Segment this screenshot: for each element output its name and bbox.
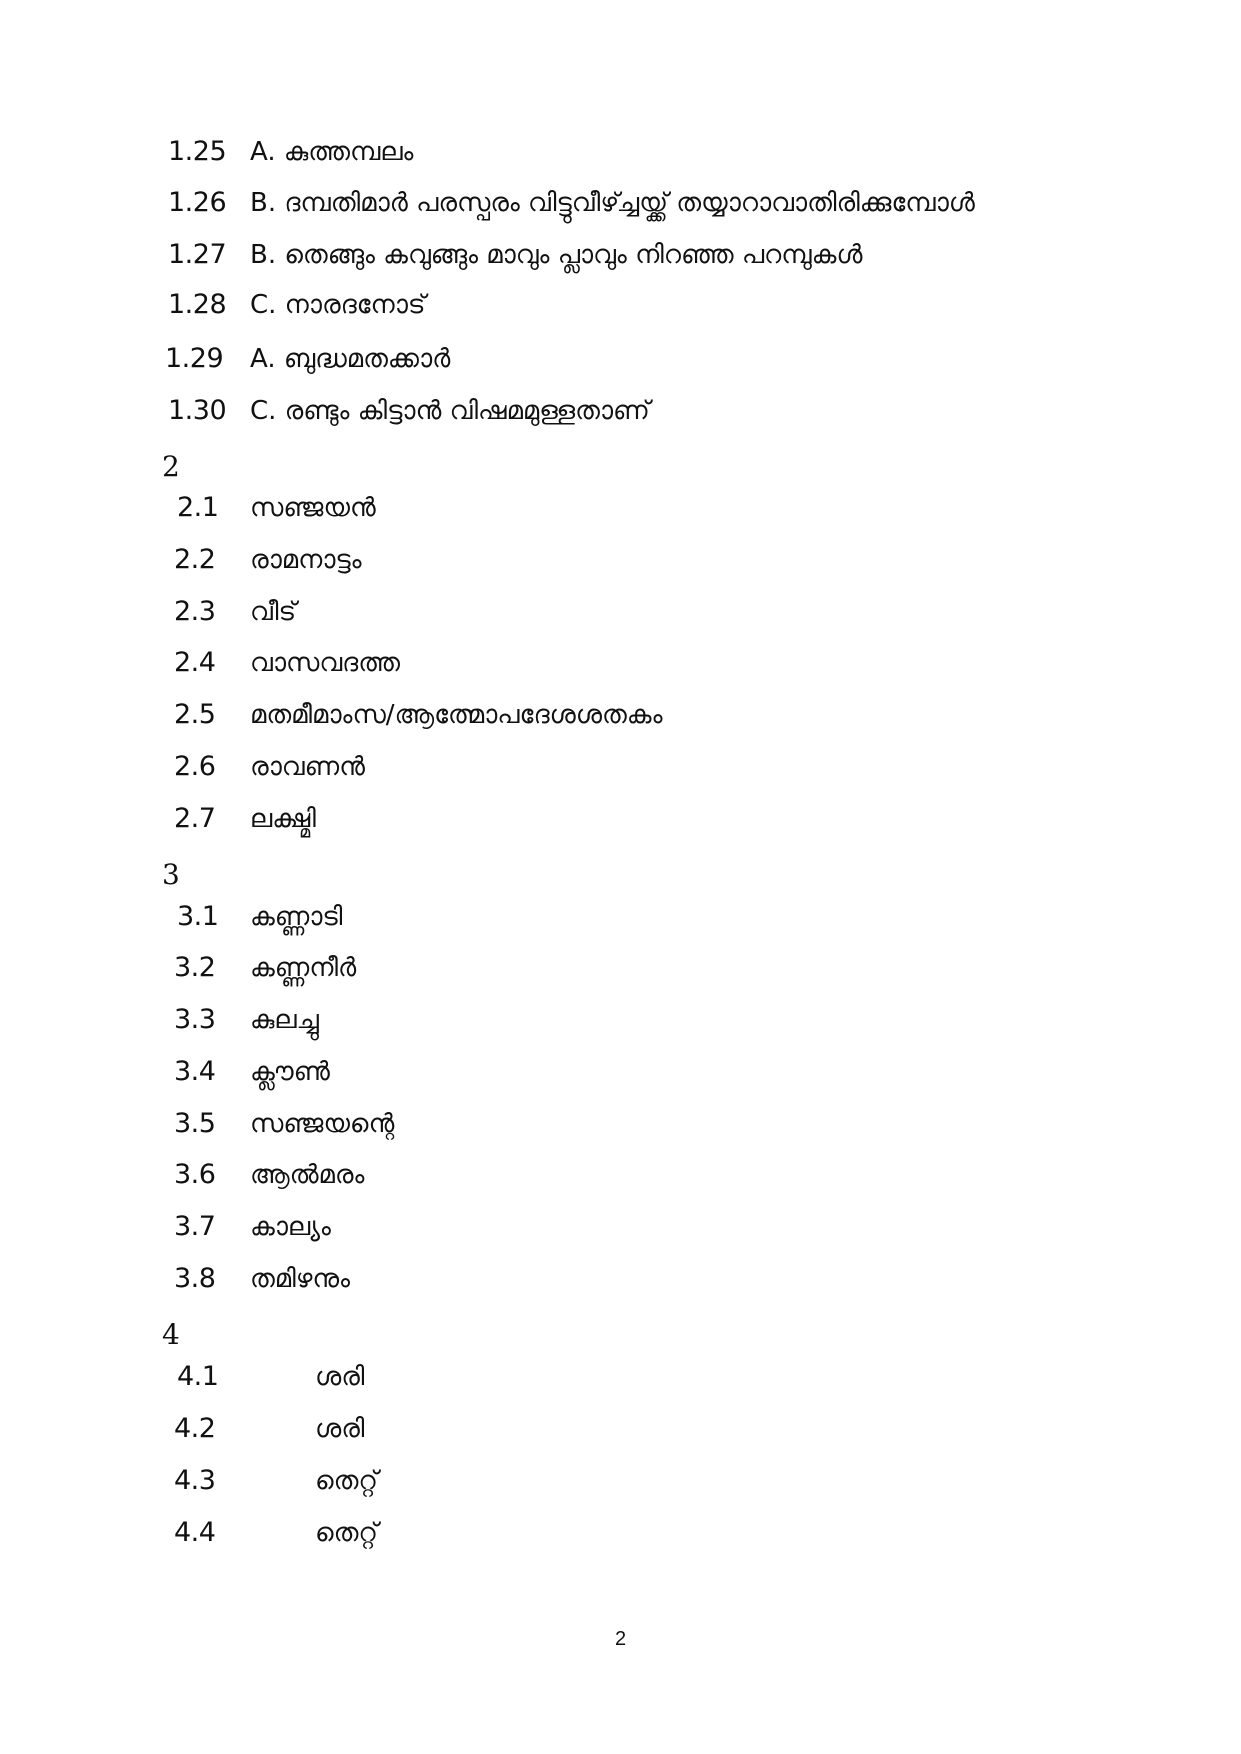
- answer-text: B. ദമ്പതിമാർ പരസ്പരം വിട്ടുവീഴ്ച്ചയ്ക്ക് തയ്യാറാവാതിരിക്കുമ്പോൾ: [250, 188, 975, 218]
- question-number: 2.7: [174, 803, 216, 834]
- answer-text: A. കുത്തമ്പലം: [250, 137, 414, 167]
- question-number: 1.27: [168, 239, 227, 270]
- question-number: 2.4: [174, 647, 216, 678]
- answer-text: മതമീമാംസ/ആത്മോപദേശശതകം: [250, 700, 663, 730]
- answer-text: B. തെങ്ങും കവുങ്ങും മാവും പ്ലാവും നിറഞ്ഞ പറമ്പുകൾ: [250, 240, 863, 270]
- question-number: 3.7: [174, 1211, 216, 1242]
- answer-text: ശരി: [315, 1414, 365, 1444]
- question-number: 1.26: [168, 187, 227, 218]
- question-number: 2.5: [174, 699, 216, 730]
- question-number: 1.25: [168, 136, 227, 167]
- answer-text: തെറ്റ്: [315, 1518, 379, 1548]
- answer-text: കണ്ണനീർ: [250, 953, 357, 983]
- question-number: 2.6: [174, 751, 216, 782]
- answer-text: തമിഴനും: [250, 1264, 350, 1294]
- question-number: 4.2: [174, 1413, 216, 1444]
- question-number: 3.5: [174, 1108, 216, 1139]
- answer-text: C. നാരദനോട്: [250, 290, 426, 320]
- answer-text: കാല്യം: [250, 1212, 331, 1242]
- question-number: 2.2: [174, 544, 216, 575]
- answer-text: ശരി: [315, 1362, 365, 1392]
- answer-text: വീട്: [250, 597, 297, 627]
- question-number: 3.6: [174, 1159, 216, 1190]
- answer-text: തെറ്റ്: [315, 1466, 379, 1496]
- question-number: 3.1: [177, 901, 219, 932]
- answer-text: ക്ലൗൺ: [250, 1057, 331, 1087]
- answer-text: കുലച്ചു: [250, 1005, 319, 1035]
- page-number: 2: [614, 1628, 627, 1650]
- question-number: 1.29: [165, 343, 224, 374]
- question-number: 1.28: [168, 289, 227, 320]
- question-number: 2.3: [174, 596, 216, 627]
- question-number: 3.2: [174, 952, 216, 983]
- section-heading: 2: [162, 450, 180, 483]
- section-heading: 4: [162, 1318, 180, 1351]
- question-number: 3.3: [174, 1004, 216, 1035]
- question-number: 1.30: [168, 395, 227, 426]
- section-heading: 3: [162, 858, 180, 891]
- question-number: 4.1: [177, 1361, 219, 1392]
- answer-text: സഞ്ജയൻ: [250, 493, 376, 523]
- question-number: 4.4: [174, 1517, 216, 1548]
- question-number: 3.8: [174, 1263, 216, 1294]
- answer-text: ലക്ഷ്മി: [250, 804, 316, 834]
- answer-text: A. ബുദ്ധമതക്കാർ: [250, 344, 451, 374]
- answer-text: ആൽമരം: [250, 1160, 365, 1190]
- question-number: 4.3: [174, 1465, 216, 1496]
- answer-text: വാസവദത്ത: [250, 648, 400, 678]
- question-number: 2.1: [177, 492, 219, 523]
- answer-text: C. രണ്ടും കിട്ടാൻ വിഷമമുള്ളതാണ്: [250, 396, 650, 426]
- answer-text: രാവണൻ: [250, 752, 365, 782]
- question-number: 3.4: [174, 1056, 216, 1087]
- answer-text: സഞ്ജയന്റെ: [250, 1109, 395, 1139]
- answer-text: രാമനാട്ടം: [250, 545, 362, 575]
- answer-text: കണ്ണാടി: [250, 902, 343, 932]
